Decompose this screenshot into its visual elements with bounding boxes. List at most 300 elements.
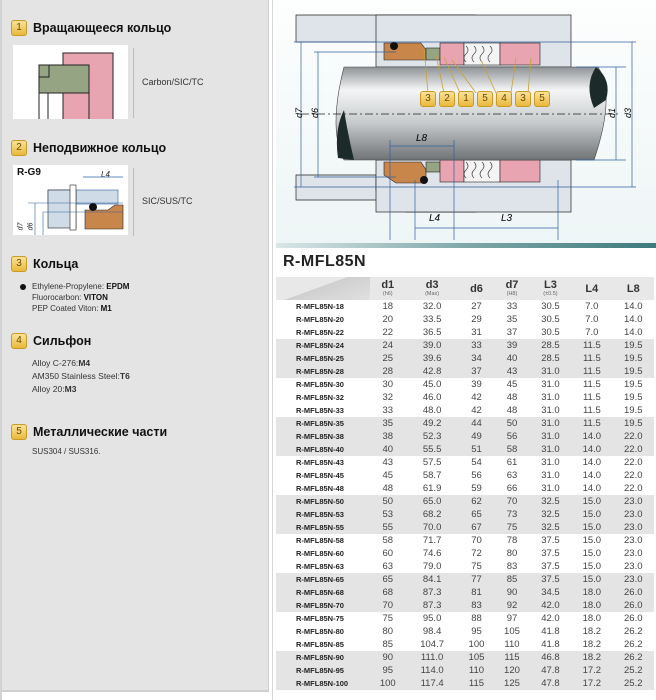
stationary-ring-material: SIC/SUS/TC (142, 196, 193, 206)
value-cell: 31.0 (530, 365, 571, 378)
value-cell: 31.0 (541, 405, 560, 416)
value-cell: 17.2 (571, 664, 612, 677)
value-cell: 70 (370, 599, 406, 612)
value-cell: 14.0 (582, 457, 602, 468)
table-row (276, 313, 654, 326)
section-number-badge: 5 (11, 424, 27, 440)
value-cell: 30 (382, 379, 394, 390)
value-cell: 31.0 (541, 392, 560, 403)
value-cell: 40 (370, 443, 406, 456)
separator (133, 168, 134, 236)
value-cell: 11.5 (582, 379, 601, 390)
model-cell: R-MFL85N-22 (296, 328, 344, 337)
value-cell: 18.0 (571, 599, 612, 612)
value-cell: 31.0 (541, 457, 560, 468)
value-cell: 23.0 (624, 548, 643, 559)
value-cell: 32.0 (422, 301, 442, 312)
value-cell: 15.0 (582, 535, 602, 546)
callout-badge: 1 (458, 91, 474, 107)
list-item: Alloy 20:M3 (32, 384, 77, 394)
dimensions-table (276, 277, 654, 690)
value-cell: 25.2 (613, 664, 654, 677)
value-cell: 7.0 (585, 314, 599, 325)
value-cell: 104.7 (420, 639, 444, 650)
table-row (276, 339, 654, 352)
value-cell: 43 (494, 365, 530, 378)
table-row (276, 664, 654, 677)
table-row (276, 547, 654, 560)
value-cell: 43 (382, 457, 394, 468)
metal-parts-text: SUS304 / SUS316. (32, 447, 101, 456)
value-cell: 42.8 (406, 365, 459, 378)
value-cell: 35 (506, 314, 518, 325)
value-cell: 125 (494, 677, 530, 690)
value-cell: 19.5 (624, 405, 643, 416)
value-cell: 39.6 (406, 352, 459, 365)
value-cell: 14.0 (571, 443, 612, 456)
value-cell: 65 (459, 508, 495, 521)
model-cell: R-MFL85N-60 (296, 549, 344, 558)
list-item: AM350 Stainless Steel:T6 (32, 371, 130, 381)
value-cell: 48 (382, 483, 394, 494)
model-cell: R-MFL85N-68 (276, 586, 370, 599)
section-title-text: Неподвижное кольцо (33, 141, 167, 155)
value-cell: 65.0 (406, 495, 459, 508)
header-corner (276, 277, 370, 300)
value-cell: 54 (471, 457, 482, 468)
value-cell: 17.2 (571, 677, 612, 690)
value-cell: 63 (382, 561, 394, 572)
value-cell: 62 (459, 495, 495, 508)
table-row (276, 495, 654, 508)
model-cell: R-MFL85N-18 (296, 302, 344, 311)
panel-divider (272, 0, 273, 700)
table-row (276, 586, 654, 599)
value-cell: 14.0 (624, 327, 643, 338)
column-header: L8 (613, 277, 654, 300)
value-cell: 83 (506, 561, 518, 572)
value-cell: 65 (370, 573, 406, 586)
stationary-ring-image (13, 165, 128, 235)
table-row (276, 612, 654, 625)
table-row (276, 365, 654, 378)
value-cell: 33.5 (422, 314, 442, 325)
value-cell: 56 (471, 470, 482, 481)
value-cell: 28.5 (530, 352, 571, 365)
table-row (276, 521, 654, 534)
value-cell: 55.5 (406, 443, 459, 456)
value-cell: 63 (506, 470, 518, 481)
value-cell: 18.2 (582, 639, 602, 650)
model-cell: R-MFL85N-45 (296, 471, 344, 480)
value-cell: 22 (382, 327, 394, 338)
value-cell: 100 (468, 639, 485, 650)
column-header: d6 (459, 277, 495, 300)
table-row (276, 404, 654, 417)
value-cell: 19.5 (624, 379, 643, 390)
section-title-text: Кольца (33, 257, 79, 271)
model-cell: R-MFL85N-65 (276, 573, 370, 586)
callout-badge: 2 (439, 91, 455, 107)
value-cell: 23.0 (624, 561, 643, 572)
table-row (276, 508, 654, 521)
value-cell: 40 (494, 352, 530, 365)
value-cell: 25 (370, 352, 406, 365)
value-cell: 92 (494, 599, 530, 612)
value-cell: 39 (494, 339, 530, 352)
value-cell: 110 (459, 664, 495, 677)
table-row (276, 300, 654, 313)
model-cell: R-MFL85N-75 (296, 614, 344, 623)
value-cell: 29 (471, 314, 482, 325)
value-cell: 85 (494, 573, 530, 586)
model-cell: R-MFL85N-58 (296, 536, 344, 545)
value-cell: 32.5 (530, 521, 571, 534)
value-cell: 47.8 (530, 677, 571, 690)
value-cell: 32.5 (530, 508, 571, 521)
column-header: d7 (H8) (494, 277, 530, 300)
value-cell: 28 (370, 365, 406, 378)
table-row (276, 651, 654, 664)
value-cell: 23.0 (613, 495, 654, 508)
model-cell: R-MFL85N-33 (296, 406, 344, 415)
value-cell: 11.5 (582, 392, 601, 403)
value-cell: 14.0 (624, 301, 643, 312)
value-cell: 15.0 (582, 561, 602, 572)
value-cell: 14.0 (582, 483, 602, 494)
value-cell: 110 (504, 639, 520, 650)
bellows-list (32, 357, 130, 396)
model-cell: R-MFL85N-85 (296, 640, 344, 649)
rotating-ring-material: Carbon/SIC/TC (142, 77, 204, 87)
value-cell: 45.0 (422, 379, 442, 390)
d1-dim-label: d1 (607, 107, 618, 119)
value-cell: 45 (382, 470, 394, 481)
value-cell: 33 (382, 405, 394, 416)
value-cell: 75 (494, 521, 530, 534)
value-cell: 117.4 (406, 677, 459, 690)
callout-badge: 3 (420, 91, 436, 107)
l4-dim-label: L4 (429, 213, 441, 224)
column-header: d3 (Max) (406, 277, 459, 300)
value-cell: 30.5 (541, 314, 560, 325)
value-cell: 42.0 (541, 613, 560, 624)
bullet-icon (20, 284, 26, 290)
table-body (276, 300, 654, 690)
model-cell: R-MFL85N-30 (296, 380, 344, 389)
model-cell: R-MFL85N-95 (276, 664, 370, 677)
model-cell: R-MFL85N-55 (276, 521, 370, 534)
value-cell: 37.5 (541, 548, 560, 559)
value-cell: 25.2 (613, 677, 654, 690)
value-cell: 111.0 (406, 651, 459, 664)
section-orings-title (11, 256, 78, 272)
value-cell: 14.0 (624, 314, 643, 325)
value-cell: 26.2 (624, 626, 643, 637)
value-cell: 22.0 (624, 483, 643, 494)
value-cell: 44 (459, 417, 495, 430)
value-cell: 26.2 (613, 651, 654, 664)
value-cell: 47.8 (530, 664, 571, 677)
value-cell: 95.0 (422, 613, 442, 624)
value-cell: 74.6 (422, 548, 442, 559)
value-cell: 34 (459, 352, 495, 365)
value-cell: 95 (370, 664, 406, 677)
value-cell: 23.0 (624, 535, 643, 546)
model-cell: R-MFL85N-48 (296, 484, 344, 493)
table-header-row (276, 277, 654, 300)
value-cell: 14.0 (571, 430, 612, 443)
value-cell: 31.0 (541, 379, 560, 390)
value-cell: 32.5 (530, 495, 571, 508)
value-cell: 70 (471, 535, 482, 546)
product-title: R-MFL85N (283, 253, 367, 270)
l3-dim-label: L3 (501, 213, 513, 224)
value-cell: 32 (382, 392, 394, 403)
value-cell: 22.0 (613, 443, 654, 456)
d3-dim-label: d3 (623, 107, 634, 119)
value-cell: 39 (471, 379, 482, 390)
value-cell: 28.5 (530, 339, 571, 352)
section-metal-parts-title (11, 424, 167, 440)
table-row (276, 638, 654, 651)
value-cell: 15.0 (571, 521, 612, 534)
column-header: d1 (h6) (370, 277, 406, 300)
value-cell: 26.0 (613, 599, 654, 612)
value-cell: 58.7 (422, 470, 442, 481)
model-cell: R-MFL85N-35 (276, 417, 370, 430)
value-cell: 90 (370, 651, 406, 664)
value-cell: 31.0 (541, 483, 560, 494)
model-cell: R-MFL85N-25 (276, 352, 370, 365)
column-header: L3 (±0.5) (530, 277, 571, 300)
value-cell: 48 (506, 392, 518, 403)
section-title-text: Металлические части (33, 425, 168, 439)
value-cell: 35 (370, 417, 406, 430)
value-cell: 70 (494, 495, 530, 508)
table-row (276, 430, 654, 443)
value-cell: 80 (382, 626, 394, 637)
value-cell: 11.5 (571, 365, 612, 378)
value-cell: 80 (506, 548, 518, 559)
value-cell: 26.2 (624, 639, 643, 650)
value-cell: 97 (506, 613, 518, 624)
value-cell: 79.0 (422, 561, 442, 572)
model-cell: R-MFL85N-100 (276, 677, 370, 690)
d6-dim-label: d6 (310, 107, 321, 119)
list-item: PEP Coated Viton: M1 (32, 304, 112, 313)
value-cell: 31.0 (530, 430, 571, 443)
value-cell: 61 (506, 457, 518, 468)
value-cell: 37 (459, 365, 495, 378)
list-item: Fluorocarbon: VITON (32, 293, 108, 302)
section-number-badge: 2 (11, 140, 27, 156)
value-cell: 68 (370, 586, 406, 599)
value-cell: 15.0 (571, 573, 612, 586)
value-cell: 114.0 (406, 664, 459, 677)
value-cell: 84.1 (406, 573, 459, 586)
table-row (276, 560, 654, 573)
d7-dim-label: d7 (294, 107, 305, 119)
value-cell: 51 (459, 443, 495, 456)
table-row (276, 326, 654, 339)
table-row (276, 677, 654, 690)
value-cell: 83 (459, 599, 495, 612)
section-number-badge: 4 (11, 333, 27, 349)
value-cell: 11.5 (571, 417, 612, 430)
value-cell: 85 (382, 639, 394, 650)
table-row (276, 534, 654, 547)
d7-dim-label: d7 (17, 222, 25, 231)
value-cell: 48 (506, 405, 518, 416)
table-row (276, 599, 654, 612)
value-cell: 42 (471, 392, 482, 403)
value-cell: 52.3 (406, 430, 459, 443)
value-cell: 61.9 (422, 483, 442, 494)
list-item: Alloy C-276:M4 (32, 358, 91, 368)
value-cell: 23.0 (613, 521, 654, 534)
value-cell: 72 (471, 548, 482, 559)
model-cell: R-MFL85N-38 (276, 430, 370, 443)
value-cell: 75 (382, 613, 394, 624)
callout-badges (420, 91, 550, 107)
value-cell: 31.0 (541, 470, 560, 481)
value-cell: 18.2 (582, 626, 602, 637)
value-cell: 33 (459, 339, 495, 352)
value-cell: 19.5 (613, 365, 654, 378)
value-cell: 48.0 (422, 405, 442, 416)
seal-assembly-drawing-icon (276, 0, 656, 243)
section-title-text: Сильфон (33, 334, 92, 348)
value-cell: 19.5 (613, 339, 654, 352)
value-cell: 15.0 (571, 508, 612, 521)
value-cell: 73 (494, 508, 530, 521)
value-cell: 30.5 (541, 327, 560, 338)
value-cell: 14.0 (582, 470, 602, 481)
model-cell: R-MFL85N-24 (276, 339, 370, 352)
value-cell: 45 (506, 379, 518, 390)
value-cell: 19.5 (624, 392, 643, 403)
rotating-ring-image (13, 45, 128, 119)
value-cell: 87.3 (406, 586, 459, 599)
value-cell: 49 (459, 430, 495, 443)
model-cell: R-MFL85N-43 (296, 458, 344, 467)
value-cell: 41.8 (541, 639, 560, 650)
callout-badge: 3 (515, 91, 531, 107)
value-cell: 7.0 (585, 301, 599, 312)
value-cell: 120 (494, 664, 530, 677)
callout-badge: 4 (496, 91, 512, 107)
stationary-ring-model-label: R-G9 (17, 167, 41, 178)
value-cell: 37.5 (530, 573, 571, 586)
value-cell: 70.0 (406, 521, 459, 534)
value-cell: 71.7 (422, 535, 442, 546)
table-row (276, 417, 654, 430)
model-cell: R-MFL85N-80 (296, 627, 344, 636)
value-cell: 42 (471, 405, 482, 416)
table-row (276, 391, 654, 404)
value-cell: 39.0 (406, 339, 459, 352)
value-cell: 11.5 (582, 405, 601, 416)
value-cell: 57.5 (422, 457, 442, 468)
value-cell: 27 (471, 301, 482, 312)
value-cell: 98.4 (422, 626, 442, 637)
value-cell: 59 (471, 483, 482, 494)
section-divider-bar (276, 243, 656, 248)
l4-dim-label: L4 (101, 170, 110, 179)
table-row (276, 573, 654, 586)
value-cell: 19.5 (613, 352, 654, 365)
model-cell: R-MFL85N-32 (296, 393, 344, 402)
value-cell: 58 (382, 535, 394, 546)
value-cell: 37.5 (541, 561, 560, 572)
value-cell: 20 (382, 314, 394, 325)
table-row (276, 482, 654, 495)
value-cell: 19.5 (613, 417, 654, 430)
value-cell: 75 (471, 561, 482, 572)
value-cell: 23.0 (613, 508, 654, 521)
value-cell: 60 (382, 548, 394, 559)
value-cell: 24 (370, 339, 406, 352)
value-cell: 23.0 (613, 573, 654, 586)
model-cell: R-MFL85N-90 (276, 651, 370, 664)
section-bellows-title (11, 333, 91, 349)
value-cell: 26.0 (624, 613, 643, 624)
value-cell: 53 (370, 508, 406, 521)
value-cell: 31.0 (530, 417, 571, 430)
value-cell: 37.5 (541, 535, 560, 546)
value-cell: 18.2 (571, 651, 612, 664)
value-cell: 46.0 (422, 392, 442, 403)
model-cell: R-MFL85N-20 (296, 315, 344, 324)
value-cell: 18.0 (571, 586, 612, 599)
value-cell: 100 (370, 677, 406, 690)
value-cell: 33 (506, 301, 518, 312)
rotating-ring-drawing-icon (13, 45, 128, 119)
table-row (276, 443, 654, 456)
value-cell: 81 (459, 586, 495, 599)
value-cell: 7.0 (585, 327, 599, 338)
value-cell: 37 (506, 327, 518, 338)
seal-cross-section-diagram (276, 0, 656, 243)
value-cell: 105 (504, 626, 520, 637)
value-cell: 15.0 (571, 495, 612, 508)
value-cell: 115 (459, 677, 495, 690)
model-cell: R-MFL85N-28 (276, 365, 370, 378)
value-cell: 31 (471, 327, 482, 338)
section-number-badge: 3 (11, 256, 27, 272)
model-cell: R-MFL85N-53 (276, 508, 370, 521)
separator (133, 48, 134, 118)
value-cell: 22.0 (613, 430, 654, 443)
value-cell: 22.0 (624, 457, 643, 468)
value-cell: 46.8 (530, 651, 571, 664)
value-cell: 66 (506, 483, 518, 494)
value-cell: 50 (370, 495, 406, 508)
model-cell: R-MFL85N-70 (276, 599, 370, 612)
value-cell: 87.3 (406, 599, 459, 612)
value-cell: 36.5 (422, 327, 442, 338)
callout-badge: 5 (534, 91, 550, 107)
value-cell: 15.0 (582, 548, 602, 559)
section-title-text: Вращающееся кольцо (33, 21, 172, 35)
value-cell: 88 (471, 613, 482, 624)
value-cell: 78 (506, 535, 518, 546)
value-cell: 49.2 (406, 417, 459, 430)
column-header: L4 (571, 277, 612, 300)
list-item: Ethylene-Propylene: EPDM (32, 282, 130, 291)
value-cell: 68.2 (406, 508, 459, 521)
